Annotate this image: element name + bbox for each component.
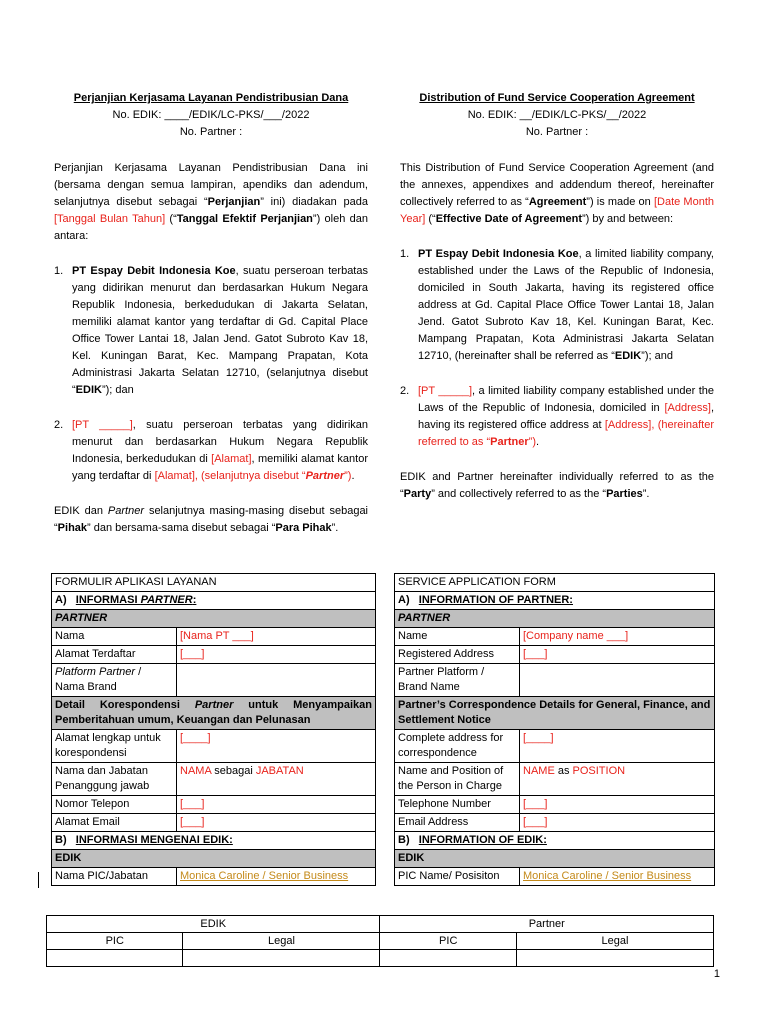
right-no-partner: No. Partner : (525, 126, 589, 138)
left-form-header: FORMULIR APLIKASI LAYANAN (52, 574, 376, 592)
table-row: Alamat Email [___] (52, 814, 376, 832)
table-row: Name and Position of the Person in Charge NAME as POSITION (395, 763, 715, 796)
left-intro: Perjanjian Kerjasama Layanan Pendistribusian Dana ini (bersama dengan semua lampiran, apendiks dan adendum, selanjutnya disebut sebagai “Perjanjian” ini) diadakan pada [Tanggal Bulan Tahun] (“Tanggal Efektif Perjanjian”) oleh dan antara: (54, 162, 368, 242)
left-pic-field[interactable]: NAMA sebagai JABATAN (177, 763, 376, 796)
table-row: Registered Address [___] (395, 646, 715, 664)
left-column (54, 90, 368, 537)
left-phone-field[interactable]: [___] (177, 796, 376, 814)
table-row: Alamat lengkap untuk korespondensi [____] (52, 730, 376, 763)
right-platform-field[interactable] (520, 664, 715, 697)
table-row: Telephone Number [___] (395, 796, 715, 814)
table-row: Platform Partner / Nama Brand (52, 664, 376, 697)
sig-edik-pic-box[interactable] (47, 950, 183, 967)
sig-edik-legal-box[interactable] (183, 950, 380, 967)
text-cursor (38, 872, 39, 888)
left-no-partner: No. Partner : (179, 126, 243, 138)
right-section-a: A) INFORMATION OF PARTNER: (395, 592, 715, 610)
page-number: 1 (713, 968, 720, 980)
right-column (400, 90, 714, 503)
left-corr-address-field[interactable]: [____] (177, 730, 376, 763)
right-correspondence-heading: Partner’s Correspondence Details for General, Finance, and Settlement Notice (395, 697, 715, 730)
sig-partner-legal-box[interactable] (516, 950, 713, 967)
sig-partner-pic-box[interactable] (380, 950, 516, 967)
right-picname-field[interactable]: Monica Caroline / Senior Business (520, 868, 715, 886)
sig-edik-legal: Legal (183, 933, 380, 950)
sig-edik-header: EDIK (47, 916, 380, 933)
right-form-header: SERVICE APPLICATION FORM (395, 574, 715, 592)
sig-edik-pic: PIC (47, 933, 183, 950)
table-row: Nama [Nama PT ___] (52, 628, 376, 646)
right-no-edik: No. EDIK: __/EDIK/LC-PKS/__/2022 (467, 109, 647, 121)
sig-partner-header: Partner (380, 916, 714, 933)
left-correspondence-heading: Detail Korespondensi Partner untuk Menyampaikan Pemberitahuan umum, Keuangan dan Pelunasan (52, 697, 376, 730)
left-party-1: 1. PT Espay Debit Indonesia Koe, suatu perseroan terbatas yang didirikan menurut dan berdasarkan Hukum Negara Republik Indonesia, berkedudukan di Jakarta Selatan, memiliki alamat kantor yang terdaftar di Gd. Capital Place Office Tower Lantai 18, Jalan Jend. Gatot Subroto Kav 18, Kel. Kuningan Barat, Kec. Mampang Prapatan, Kota Administrasi Jakarta Selatan 12710, (selanjutnya disebut “EDIK”); dan (54, 265, 368, 396)
right-section-b: B) INFORMATION OF EDIK: (395, 832, 715, 850)
right-edik-heading: EDIK (395, 850, 715, 868)
table-row: Name [Company name ___] (395, 628, 715, 646)
right-party-2: 2. [PT _____], a limited liability company established under the Laws of the Republic of Indonesia, domiciled in [Address], having its registered office address at [Address], (hereinafter referred to as “Partner”). (400, 385, 714, 448)
right-pic-field[interactable]: NAME as POSITION (520, 763, 715, 796)
right-email-field[interactable]: [___] (520, 814, 715, 832)
table-row: Nomor Telepon [___] (52, 796, 376, 814)
right-corr-address-field[interactable]: [____] (520, 730, 715, 763)
signature-table (46, 915, 714, 967)
right-phone-field[interactable]: [___] (520, 796, 715, 814)
left-name-field[interactable]: [Nama PT ___] (177, 628, 376, 646)
left-party-2: 2. [PT _____], suatu perseroan terbatas yang didirikan menurut dan berdasarkan Hukum Negara Republik Indonesia, berkedudukan di [Alamat], memiliki alamat kantor yang terdaftar di [Alamat], (selanjutnya disebut “Partner”). (54, 419, 368, 482)
table-row: Nama dan Jabatan Penanggung jawab NAMA sebagai JABATAN (52, 763, 376, 796)
right-intro: This Distribution of Fund Service Cooperation Agreement (and the annexes, appendixes and addendum thereof, hereinafter collectively referred to as “Agreement”) is made on [Date Month Year] (“Effective Date of Agreement”) by and between: (400, 162, 714, 225)
left-section-b: B) INFORMASI MENGENAI EDIK: (52, 832, 376, 850)
right-closing: EDIK and Partner hereinafter individually referred to as the “Party” and collectively referred to as the “Parties”. (400, 471, 714, 500)
left-section-a: A) INFORMASI PARTNER: (52, 592, 376, 610)
left-picname-field[interactable]: Monica Caroline / Senior Business (177, 868, 376, 886)
right-name-field[interactable]: [Company name ___] (520, 628, 715, 646)
table-row: Partner Platform / Brand Name (395, 664, 715, 697)
right-partner-heading: PARTNER (395, 610, 715, 628)
left-form-table (51, 573, 376, 886)
table-row: PIC Name/ Posisiton Monica Caroline / Senior Business (395, 868, 715, 886)
table-row: Complete address for correspondence [____] (395, 730, 715, 763)
right-address-field[interactable]: [___] (520, 646, 715, 664)
table-row: Nama PIC/Jabatan Monica Caroline / Senior Business (52, 868, 376, 886)
left-platform-field[interactable] (177, 664, 376, 697)
left-no-edik: No. EDIK: ____/EDIK/LC-PKS/___/2022 (112, 109, 310, 121)
right-party-1: 1. PT Espay Debit Indonesia Koe, a limited liability company, established under the Laws of the Republic of Indonesia, domiciled in South Jakarta, having its registered office address at Gd. Capital Place Office Tower Lantai 18, Jalan Jend. Gatot Subroto Kav 18, Kel. Kuningan Barat, Kec. Mampang Prapatan, Kota Administrasi Jakarta Selatan 12710, (hereinafter shall be referred as “EDIK”); and (400, 248, 714, 362)
left-partner-heading: PARTNER (52, 610, 376, 628)
right-title: Distribution of Fund Service Cooperation Agreement (419, 92, 695, 104)
left-address-field[interactable]: [___] (177, 646, 376, 664)
left-edik-heading: EDIK (52, 850, 376, 868)
sig-partner-legal: Legal (516, 933, 713, 950)
sig-partner-pic: PIC (380, 933, 516, 950)
left-email-field[interactable]: [___] (177, 814, 376, 832)
right-form-table (394, 573, 715, 886)
table-row: Email Address [___] (395, 814, 715, 832)
left-closing: EDIK dan Partner selanjutnya masing-masing disebut sebagai “Pihak” dan bersama-sama disebut sebagai “Para Pihak”. (54, 505, 369, 534)
left-title: Perjanjian Kerjasama Layanan Pendistribusian Dana (73, 92, 349, 104)
table-row: Alamat Terdaftar [___] (52, 646, 376, 664)
